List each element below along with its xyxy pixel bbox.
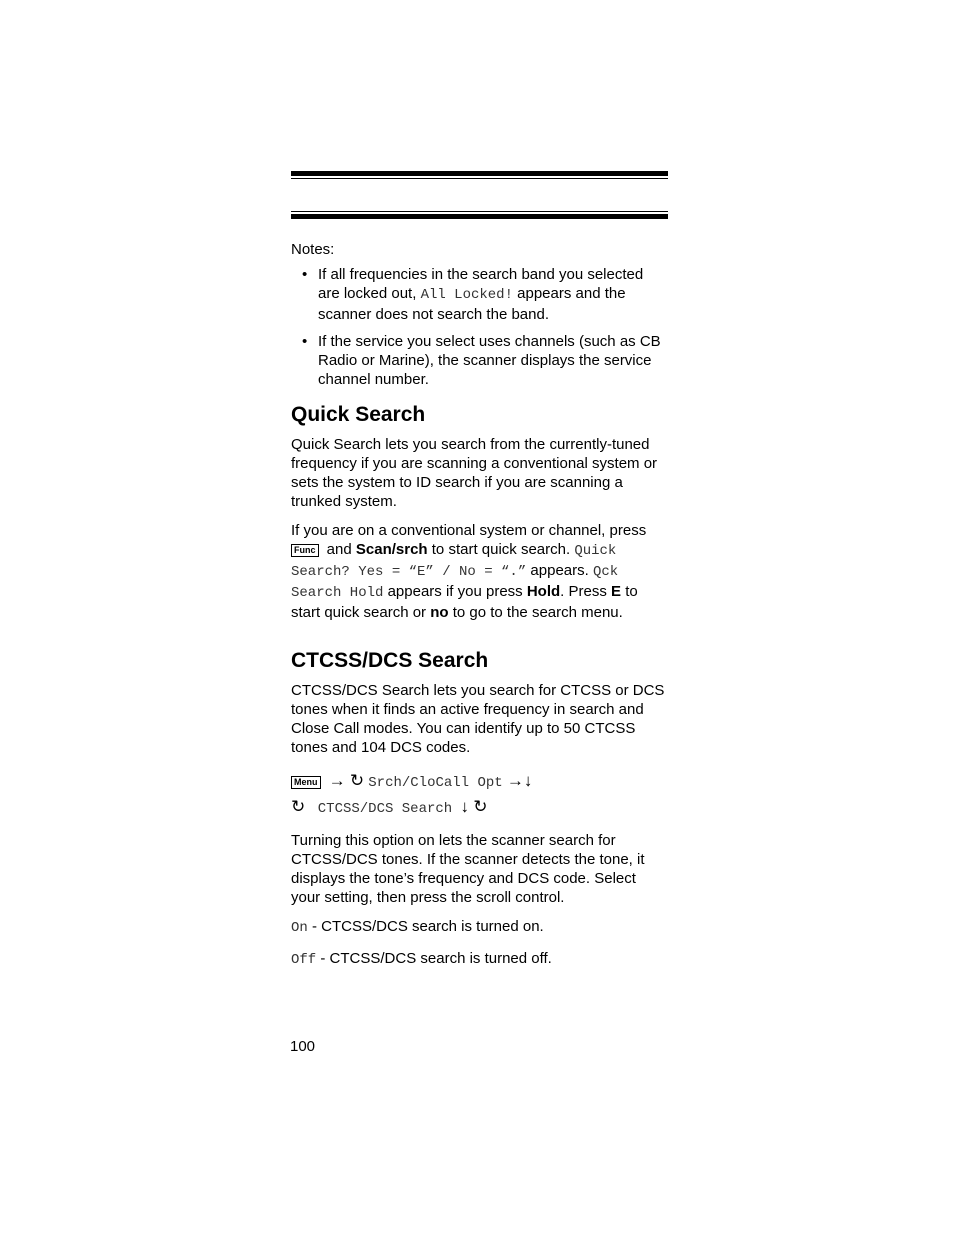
ctcss-para2: Turning this option on lets the scanner search for CTCSS/DCS tones. If the scanner detects the tone, it displays the tone’s frequency and DCS code. Select your setting, then press the scroll control. [291,832,645,906]
ctcss-search-code: CTCSS/DCS Search [317,801,453,817]
srch-clocall-code: Srch/CloCall Opt [368,775,503,791]
all-locked-code: All Locked! [420,287,513,303]
rotate-icon: ↻ [349,771,365,790]
quick-search-code: Quick Search? Yes = “E” / No = “.” [291,543,617,580]
arrow-down-icon: ↓ [523,771,533,790]
rotate-icon: ↻ [473,797,488,816]
notes-section [291,240,669,397]
quick-search-para2: If you are on a conventional system or channel, press Func and Scan/srch to start quick search. Quick Search? Yes = “E” / No = “.” appears. Qck Search Hold appears if you press Hold. Press E to start quick search or no to go to the search menu. [291,522,647,621]
ctcss-off-option: Off - CTCSS/DCS search is turned off. [291,950,552,968]
ctcss-menu-path [291,769,669,821]
header-rule-bottom [291,211,668,219]
quick-search-para1: Quick Search lets you search from the currently-tuned frequency if you are scanning a conventional system or sets the system to ID search if you are scanning a trunked system. [291,436,658,510]
ctcss-para1: CTCSS/DCS Search lets you search for CTCSS or DCS tones when it finds an active frequency in search and Close Call modes. You can identify up to 50 CTCSS tones and 104 DCS codes. [291,682,665,756]
arrow-right-icon: → [506,771,524,790]
list-item: • If the service you select uses channels (such as CB Radio or Marine), the scanner displays the service channel number. [302,333,661,388]
arrow-down-icon: ↓ [460,797,470,816]
ctcss-section [291,648,669,970]
ctcss-title: CTCSS/DCS Search [291,649,489,672]
menu-key-icon: Menu [291,776,321,789]
rotate-icon: ↻ [291,797,306,816]
quick-search-title: Quick Search [291,403,426,426]
page-number: 100 [290,1038,316,1055]
ctcss-on-option: On - CTCSS/DCS search is turned on. [291,918,544,936]
func-key-icon: Func [291,544,319,557]
notes-list [291,265,669,389]
notes-heading: Notes: [291,241,335,258]
list-item: • If all frequencies in the search band you selected are locked out, All Locked! appears and the scanner does not search the band. [302,266,644,323]
qck-search-hold-code: Qck Search Hold [291,564,619,601]
header-rule-top [291,171,668,179]
quick-search-section [291,402,669,622]
arrow-right-icon: → [328,771,346,790]
